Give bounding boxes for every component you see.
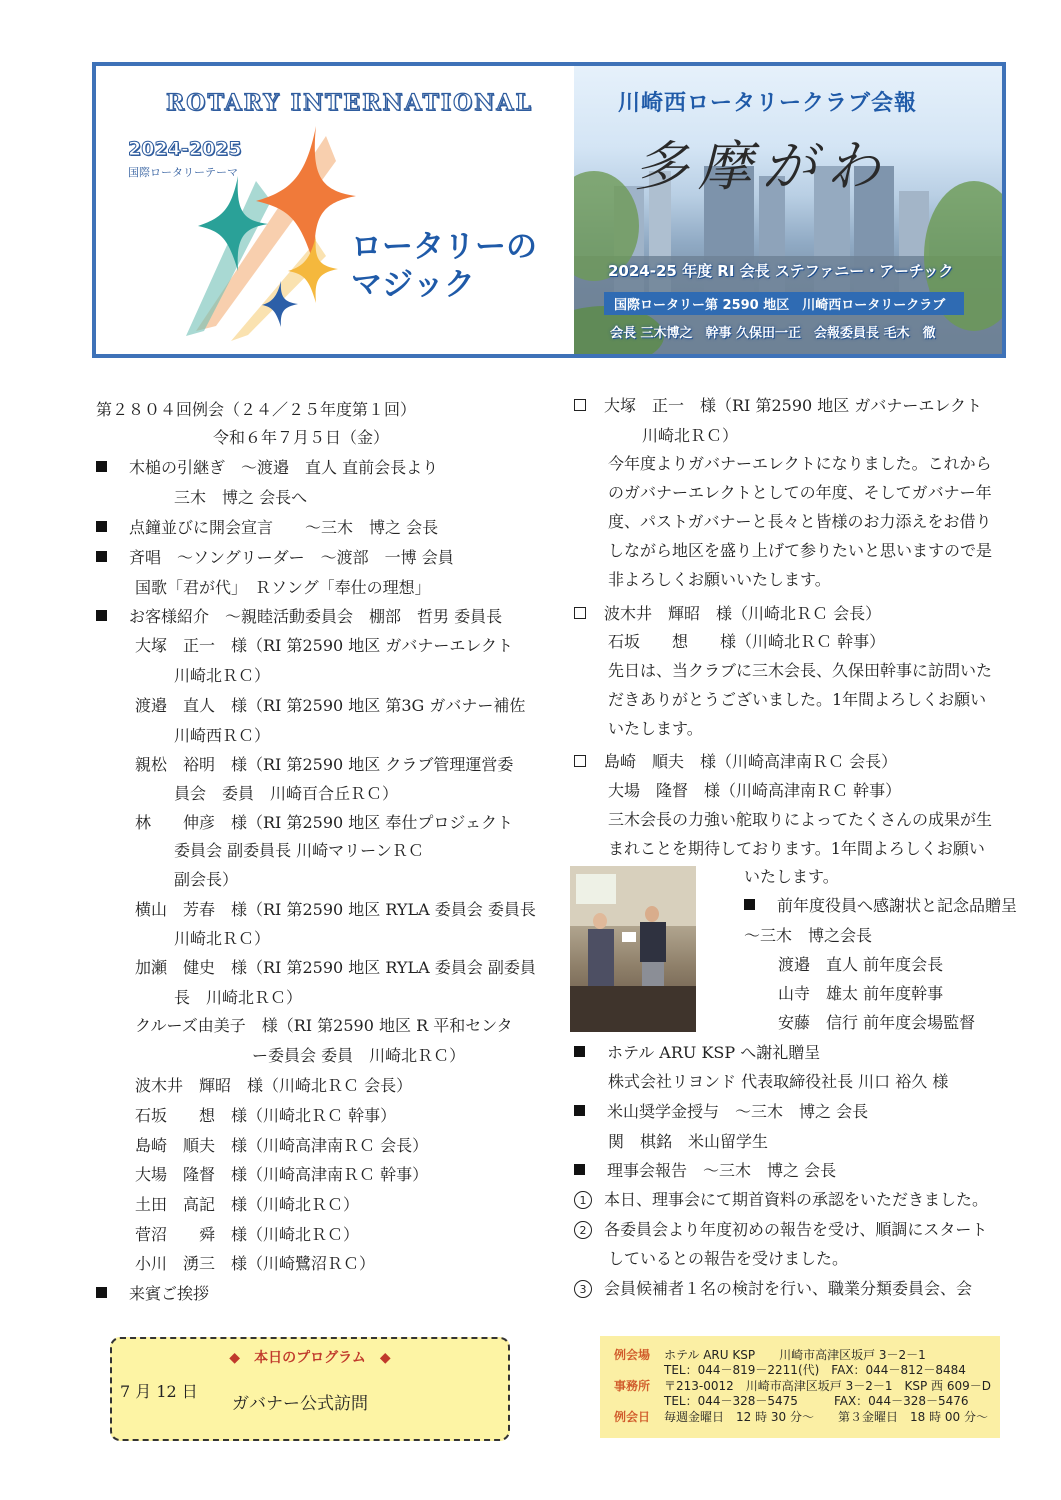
text-line: クルーズ由美子 様（RI 第2590 地区 R 平和センタ [135,1016,513,1035]
text-line: 加瀬 健史 様（RI 第2590 地区 RYLA 委員会 副委員 [135,958,536,977]
text-line: だきありがとうございました。1年間よろしくお願い [608,690,987,709]
section-item: 2 各委員会より年度初めの報告を受け、順調にスタート [574,1220,987,1240]
office-phone-row: TEL：044－328－5475 FAX：044－328－5476 [664,1394,969,1408]
text-line: 川崎北ＲＣ） [174,666,271,685]
text-line: 林 伸彦 様（RI 第2590 地区 奉仕プロジェクト [135,813,514,832]
text-line: ー委員会 委員 川崎北ＲＣ） [252,1046,466,1065]
text-line: 横山 芳春 様（RI 第2590 地区 RYLA 委員会 委員長 [135,900,536,919]
text-line: 関 棋銘 米山留学生 [608,1132,769,1151]
checkbox-bullet-icon [574,755,586,767]
square-bullet-icon [96,551,107,562]
square-bullet-icon [96,610,107,621]
text-line: 員会 委員 川崎百合丘ＲＣ） [174,784,399,803]
text-line: いたします。 [608,719,703,738]
officers-line: 会長 三木博之 幹事 久保田一正 会報委員長 毛木 徹 [610,326,936,341]
square-bullet-icon [96,461,107,472]
section-item: ホテル ARU KSP へ謝礼贈呈 [574,1043,820,1063]
club-photo-panel [574,66,1002,354]
text-line: 石坂 想 様（川崎北ＲＣ 幹事） [135,1106,397,1125]
text-line: 副会長） [174,870,239,889]
square-bullet-icon [574,1105,585,1116]
text-line: 大場 隆督 様（川崎高津南ＲＣ 幹事） [608,781,902,800]
office-row: 事務所 〒213-0012 川崎市高津区坂戸 3－2－1 KSP 西 609－D [614,1379,991,1393]
district-club-line: 国際ロータリー第 2590 地区 川崎西ロータリークラブ [604,292,964,315]
text-line: 渡邉 直人 前年度会長 [778,955,944,974]
circled-number-icon: 1 [574,1191,592,1209]
club-newsletter-title: 川崎西ロータリークラブ会報 [618,91,918,116]
section-item: 点鐘並びに開会宣言 ～三木 博之 会長 [96,518,438,538]
text-line: 今年度よりガバナーエレクトになりました。これから [608,454,992,473]
section-item: 来賓ご挨拶 [96,1284,209,1304]
meeting-day-row: 例会日 毎週金曜日 12 時 30 分～ 第３金曜日 18 時 00 分～ [614,1410,988,1424]
text-line: 国歌「君が代」 Ｒソング「奉仕の理想」 [135,578,431,597]
ri-theme-panel [96,66,576,354]
club-calligraphy-title: 多摩がわ [634,135,890,198]
left-column [96,400,546,1320]
text-line: 川崎北ＲＣ） [174,929,271,948]
text-line: 三木会長の力強い舵取りによってたくさんの成果が生 [608,810,993,829]
text-line: 川崎西ＲＣ） [174,726,271,745]
text-line: まれことを期待しております。1年間よろしくお願い [608,839,985,858]
text-line: 先日は、当クラブに三木会長、久保田幹事に訪問いた [608,661,993,680]
section-item: 理事会報告 ～三木 博之 会長 [574,1161,836,1181]
text-line: 安藤 信行 前年度会場監督 [778,1013,976,1032]
section-item: お客様紹介 ～親睦活動委員会 棚部 哲男 委員長 [96,607,502,627]
text-line: しながら地区を盛り上げて参りたいと思いますので是 [608,541,993,560]
text-line: 菅沼 舜 様（川崎北ＲＣ） [135,1225,360,1244]
program-heading: ◆ 本日のプログラム ◆ [229,1350,391,1366]
text-line: 山寺 雄太 前年度幹事 [778,984,944,1003]
text-line: いたします。 [744,867,839,886]
checkbox-bullet-icon [574,399,586,411]
text-line: 川崎北ＲＣ） [642,426,739,445]
text-line: のガバナーエレクトとしての年度、そしてガバナー年 [608,483,992,502]
program-item: ガバナー公式訪問 [232,1394,368,1414]
text-line: 石坂 想 様（川崎北ＲＣ 幹事） [608,632,886,651]
section-item: 1 本日、理事会にて期首資料の承認をいただきました。 [574,1190,988,1210]
text-line: 非よろしくお願いいたします。 [608,570,831,589]
circled-number-icon: 3 [574,1280,592,1298]
text-line: 委員会 副委員長 川崎マリーンＲＣ [174,841,424,860]
ri-theme-label: 国際ロータリーテーマ [128,166,238,179]
text-line: 三木 博之 会長へ [174,488,308,507]
program-date: 7 月 12 日 [120,1382,198,1401]
text-line: しているとの報告を受けました。 [608,1249,849,1268]
text-line: 大場 隆督 様（川崎高津南ＲＣ 幹事） [135,1165,429,1184]
text-line: 度、パストガバナーと長々と皆様のお力添えをお借り [608,512,992,531]
text-line: 令和６年７月５日（金） [213,428,390,447]
section-item: 米山奨学金授与 ～三木 博之 会長 [574,1102,868,1122]
ri-president-line: 2024-25 年度 RI 会長 ステファニー・アーチック [608,262,954,280]
section-item: 3 会員候補者１名の検討を行い、職業分類委員会、会 [574,1279,972,1299]
section-item: 木槌の引継ぎ ～渡邉 直人 直前会長より [96,458,438,478]
award-ceremony-photo [570,866,696,1032]
venue-phone-row: TEL：044－819－2211(代) FAX：044－812－8484 [664,1363,966,1377]
todays-program-box [110,1337,510,1441]
section-item: 大塚 正一 様（RI 第2590 地区 ガバナーエレクト [574,396,982,416]
text-line: 土田 高記 様（川崎北ＲＣ） [135,1195,360,1214]
theme-title: ロータリーの マジック [351,229,537,303]
text-line: 波木井 輝昭 様（川崎北ＲＣ 会長） [135,1076,413,1095]
square-bullet-icon [744,899,755,910]
text-line: 大塚 正一 様（RI 第2590 地区 ガバナーエレクト [135,636,514,655]
text-line: 小川 湧三 様（川崎鷺沼ＲＣ） [135,1254,376,1273]
masthead-banner [92,62,1006,358]
section-item: 前年度役員へ感謝状と記念品贈呈 [744,896,1017,916]
text-line: 株式会社リヨンド 代表取締役社長 川口 裕久 様 [608,1072,949,1091]
checkbox-bullet-icon [574,607,586,619]
square-bullet-icon [96,1287,107,1298]
section-item: 島崎 順夫 様（川崎高津南ＲＣ 会長） [574,752,897,772]
right-column [574,396,1018,1316]
section-item: 斉唱 ～ソングリーダー ～渡部 一博 会員 [96,548,454,568]
text-line: 長 川崎北ＲＣ） [174,988,303,1007]
text-line: ～三木 博之会長 [744,926,873,945]
square-bullet-icon [574,1164,585,1175]
venue-row: 例会場 ホテル ARU KSP 川崎市高津区坂戸 3－2－1 [614,1348,926,1362]
text-line: 親松 裕明 様（RI 第2590 地区 クラブ管理運営委 [135,755,514,774]
circled-number-icon: 2 [574,1221,592,1239]
club-info-box [600,1336,1000,1438]
square-bullet-icon [574,1046,585,1057]
text-line: 渡邉 直人 様（RI 第2590 地区 第3G ガバナー補佐 [135,696,526,715]
square-bullet-icon [96,521,107,532]
text-line: 島崎 順夫 様（川崎高津南ＲＣ 会長） [135,1136,429,1155]
rotary-stars-logo [176,121,366,351]
ri-title: ROTARY INTERNATIONAL [166,90,533,116]
text-line: 第２８０４回例会（２４／２５年度第１回） [96,400,417,419]
section-item: 波木井 輝昭 様（川崎北ＲＣ 会長） [574,604,881,624]
ri-year: 2024-2025 [128,138,242,160]
